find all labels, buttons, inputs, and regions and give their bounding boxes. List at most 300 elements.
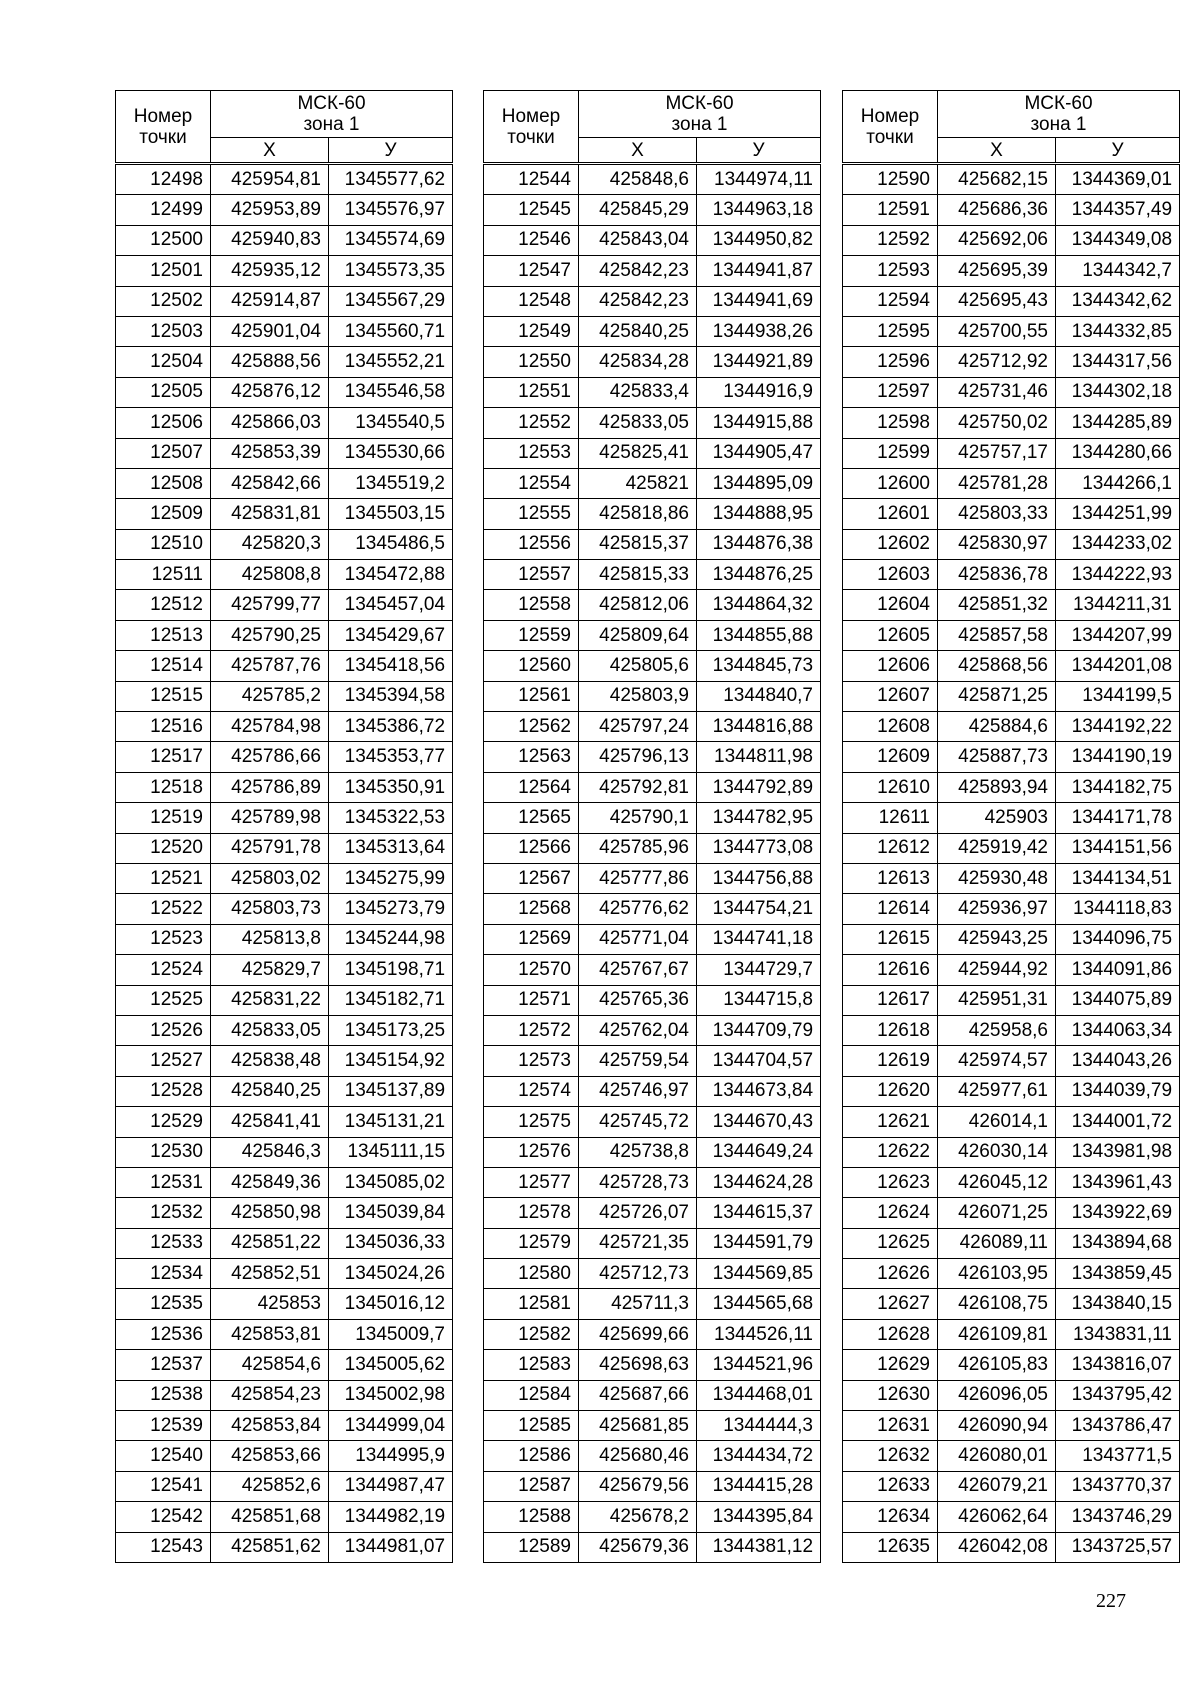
y-coordinate-cell: 1344302,18 [1056, 377, 1180, 407]
point-number-cell: 12630 [843, 1380, 938, 1410]
x-coordinate-cell: 426079,21 [938, 1471, 1056, 1501]
x-coordinate-cell: 425738,8 [579, 1137, 697, 1167]
table-row [843, 1289, 1180, 1319]
x-coordinate-cell: 425790,25 [211, 620, 329, 650]
x-coordinate-cell: 426089,11 [938, 1228, 1056, 1258]
y-coordinate-cell: 1344673,84 [697, 1076, 821, 1106]
point-number-cell: 12542 [116, 1502, 211, 1532]
point-number-cell: 12527 [116, 1046, 211, 1076]
point-number-cell: 12534 [116, 1259, 211, 1289]
x-coordinate-cell: 425831,81 [211, 499, 329, 529]
y-coordinate-cell: 1345137,89 [329, 1076, 453, 1106]
point-number-cell: 12581 [484, 1289, 579, 1319]
y-coordinate-cell: 1344941,87 [697, 256, 821, 286]
y-coordinate-cell: 1345577,62 [329, 164, 453, 195]
table-row [843, 1076, 1180, 1106]
table-row [116, 164, 453, 195]
point-number-cell: 12513 [116, 620, 211, 650]
table-row [484, 408, 821, 438]
y-coordinate-cell: 1343981,98 [1056, 1137, 1180, 1167]
y-coordinate-cell: 1344134,51 [1056, 863, 1180, 893]
point-number-cell: 12517 [116, 742, 211, 772]
header-system-line: зона 1 [303, 114, 360, 135]
y-coordinate-cell: 1344888,95 [697, 499, 821, 529]
point-number-cell: 12552 [484, 408, 579, 438]
point-number-cell: 12584 [484, 1380, 579, 1410]
y-coordinate-cell: 1344950,82 [697, 225, 821, 255]
x-coordinate-cell: 425944,92 [938, 955, 1056, 985]
point-number-cell: 12621 [843, 1107, 938, 1137]
point-number-cell: 12521 [116, 863, 211, 893]
table-row [484, 1289, 821, 1319]
y-coordinate-cell: 1344395,84 [697, 1502, 821, 1532]
x-coordinate-cell: 425848,6 [579, 164, 697, 195]
table-row [116, 894, 453, 924]
x-coordinate-cell: 425851,68 [211, 1502, 329, 1532]
x-coordinate-cell: 426090,94 [938, 1411, 1056, 1441]
table-row [484, 164, 821, 195]
point-number-cell: 12597 [843, 377, 938, 407]
table-row [843, 894, 1180, 924]
y-coordinate-cell: 1344999,04 [329, 1411, 453, 1441]
y-coordinate-cell: 1343795,42 [1056, 1380, 1180, 1410]
y-coordinate-cell: 1343840,15 [1056, 1289, 1180, 1319]
x-coordinate-cell: 425836,78 [938, 560, 1056, 590]
y-coordinate-cell: 1345198,71 [329, 955, 453, 985]
header-coordinate-system [938, 91, 1180, 138]
point-number-cell: 12547 [484, 256, 579, 286]
x-coordinate-cell: 425786,89 [211, 772, 329, 802]
x-coordinate-cell: 425712,92 [938, 347, 1056, 377]
y-coordinate-cell: 1344171,78 [1056, 803, 1180, 833]
table-row [484, 803, 821, 833]
y-coordinate-cell: 1345111,15 [329, 1137, 453, 1167]
table-row [843, 681, 1180, 711]
x-coordinate-cell: 425711,3 [579, 1289, 697, 1319]
x-coordinate-cell: 425846,3 [211, 1137, 329, 1167]
point-number-cell: 12593 [843, 256, 938, 286]
table-row [843, 1350, 1180, 1380]
point-number-cell: 12574 [484, 1076, 579, 1106]
header-x: X [938, 138, 1056, 164]
x-coordinate-cell: 425842,23 [579, 256, 697, 286]
table-row [843, 560, 1180, 590]
x-coordinate-cell: 425871,25 [938, 681, 1056, 711]
x-coordinate-cell: 425746,97 [579, 1076, 697, 1106]
table-row [843, 256, 1180, 286]
x-coordinate-cell: 425785,96 [579, 833, 697, 863]
table-row [116, 347, 453, 377]
x-coordinate-cell: 425887,73 [938, 742, 1056, 772]
y-coordinate-cell: 1343816,07 [1056, 1350, 1180, 1380]
table-row [484, 438, 821, 468]
table-row [843, 651, 1180, 681]
point-number-cell: 12567 [484, 863, 579, 893]
table-row [116, 833, 453, 863]
table-row [843, 955, 1180, 985]
table-row [843, 1198, 1180, 1228]
y-coordinate-cell: 1344199,5 [1056, 681, 1180, 711]
x-coordinate-cell: 425679,36 [579, 1532, 697, 1562]
point-number-cell: 12617 [843, 985, 938, 1015]
x-coordinate-cell: 425784,98 [211, 712, 329, 742]
x-coordinate-cell: 425903 [938, 803, 1056, 833]
point-number-cell: 12622 [843, 1137, 938, 1167]
x-coordinate-cell: 425845,29 [579, 195, 697, 225]
point-number-cell: 12562 [484, 712, 579, 742]
x-coordinate-cell: 425854,23 [211, 1380, 329, 1410]
coordinate-table-1 [115, 90, 453, 1563]
point-number-cell: 12549 [484, 316, 579, 346]
table-row [843, 529, 1180, 559]
y-coordinate-cell: 1345386,72 [329, 712, 453, 742]
y-coordinate-cell: 1345350,91 [329, 772, 453, 802]
point-number-cell: 12520 [116, 833, 211, 863]
y-coordinate-cell: 1343831,11 [1056, 1319, 1180, 1349]
x-coordinate-cell: 425728,73 [579, 1167, 697, 1197]
table-row [484, 195, 821, 225]
point-number-cell: 12633 [843, 1471, 938, 1501]
table-row [116, 1502, 453, 1532]
x-coordinate-cell: 425820,3 [211, 529, 329, 559]
table-row [484, 1107, 821, 1137]
x-coordinate-cell: 425745,72 [579, 1107, 697, 1137]
table-row [484, 316, 821, 346]
y-coordinate-cell: 1345024,26 [329, 1259, 453, 1289]
x-coordinate-cell: 425765,36 [579, 985, 697, 1015]
y-coordinate-cell: 1344285,89 [1056, 408, 1180, 438]
table-row [116, 256, 453, 286]
point-number-cell: 12576 [484, 1137, 579, 1167]
point-number-cell: 12558 [484, 590, 579, 620]
table-row [484, 1350, 821, 1380]
table-row [484, 560, 821, 590]
x-coordinate-cell: 425776,62 [579, 894, 697, 924]
table-row [484, 468, 821, 498]
x-coordinate-cell: 425803,73 [211, 894, 329, 924]
y-coordinate-cell: 1345313,64 [329, 833, 453, 863]
table-row [116, 316, 453, 346]
y-coordinate-cell: 1345472,88 [329, 560, 453, 590]
point-number-cell: 12579 [484, 1228, 579, 1258]
y-coordinate-cell: 1344182,75 [1056, 772, 1180, 802]
x-coordinate-cell: 425958,6 [938, 1015, 1056, 1045]
point-number-cell: 12516 [116, 712, 211, 742]
table-row [116, 1441, 453, 1471]
table-row [843, 742, 1180, 772]
x-coordinate-cell: 425851,62 [211, 1532, 329, 1562]
point-number-cell: 12592 [843, 225, 938, 255]
y-coordinate-cell: 1344192,22 [1056, 712, 1180, 742]
y-coordinate-cell: 1345002,98 [329, 1380, 453, 1410]
point-number-cell: 12612 [843, 833, 938, 863]
x-coordinate-cell: 425901,04 [211, 316, 329, 346]
point-number-cell: 12555 [484, 499, 579, 529]
table-row [484, 1502, 821, 1532]
table-row [484, 1167, 821, 1197]
x-coordinate-cell: 425808,8 [211, 560, 329, 590]
table-row [484, 1198, 821, 1228]
x-coordinate-cell: 425687,66 [579, 1380, 697, 1410]
y-coordinate-cell: 1344995,9 [329, 1441, 453, 1471]
x-coordinate-cell: 426109,81 [938, 1319, 1056, 1349]
y-coordinate-cell: 1345574,69 [329, 225, 453, 255]
table-row [843, 590, 1180, 620]
y-coordinate-cell: 1344207,99 [1056, 620, 1180, 650]
point-number-cell: 12566 [484, 833, 579, 863]
y-coordinate-cell: 1345154,92 [329, 1046, 453, 1076]
point-number-cell: 12608 [843, 712, 938, 742]
table-row [843, 225, 1180, 255]
header-point-line: Номер [501, 105, 561, 127]
x-coordinate-cell: 426045,12 [938, 1167, 1056, 1197]
x-coordinate-cell: 425681,85 [579, 1411, 697, 1441]
y-coordinate-cell: 1344091,86 [1056, 955, 1180, 985]
y-coordinate-cell: 1344921,89 [697, 347, 821, 377]
header-x: X [579, 138, 697, 164]
y-coordinate-cell: 1344982,19 [329, 1502, 453, 1532]
table-row [116, 985, 453, 1015]
point-number-cell: 12578 [484, 1198, 579, 1228]
y-coordinate-cell: 1344349,08 [1056, 225, 1180, 255]
point-number-cell: 12604 [843, 590, 938, 620]
x-coordinate-cell: 425953,89 [211, 195, 329, 225]
y-coordinate-cell: 1344938,26 [697, 316, 821, 346]
point-number-cell: 12615 [843, 924, 938, 954]
point-number-cell: 12525 [116, 985, 211, 1015]
table-row [116, 560, 453, 590]
point-number-cell: 12524 [116, 955, 211, 985]
y-coordinate-cell: 1345273,79 [329, 894, 453, 924]
y-coordinate-cell: 1344251,99 [1056, 499, 1180, 529]
header-y: У [329, 138, 453, 164]
y-coordinate-cell: 1344096,75 [1056, 924, 1180, 954]
x-coordinate-cell: 425812,06 [579, 590, 697, 620]
y-coordinate-cell: 1344963,18 [697, 195, 821, 225]
y-coordinate-cell: 1344895,09 [697, 468, 821, 498]
x-coordinate-cell: 425838,48 [211, 1046, 329, 1076]
y-coordinate-cell: 1344569,85 [697, 1259, 821, 1289]
point-number-cell: 12625 [843, 1228, 938, 1258]
y-coordinate-cell: 1344381,12 [697, 1532, 821, 1562]
point-number-cell: 12588 [484, 1502, 579, 1532]
x-coordinate-cell: 425799,77 [211, 590, 329, 620]
table-row [116, 1015, 453, 1045]
table-row [484, 833, 821, 863]
x-coordinate-cell: 425951,31 [938, 985, 1056, 1015]
x-coordinate-cell: 426108,75 [938, 1289, 1056, 1319]
point-number-cell: 12613 [843, 863, 938, 893]
x-coordinate-cell: 426014,1 [938, 1107, 1056, 1137]
point-number-cell: 12500 [116, 225, 211, 255]
x-coordinate-cell: 425853,84 [211, 1411, 329, 1441]
table-row [484, 1471, 821, 1501]
table-row [484, 955, 821, 985]
point-number-cell: 12535 [116, 1289, 211, 1319]
point-number-cell: 12536 [116, 1319, 211, 1349]
table-row [843, 1228, 1180, 1258]
header-point-line: точки [507, 126, 555, 148]
table-row [484, 712, 821, 742]
y-coordinate-cell: 1345530,66 [329, 438, 453, 468]
y-coordinate-cell: 1344704,57 [697, 1046, 821, 1076]
table-row [116, 1076, 453, 1106]
table-row [116, 1137, 453, 1167]
point-number-cell: 12610 [843, 772, 938, 802]
x-coordinate-cell: 425853,81 [211, 1319, 329, 1349]
point-number-cell: 12557 [484, 560, 579, 590]
y-coordinate-cell: 1345546,58 [329, 377, 453, 407]
table-row [116, 590, 453, 620]
table-row [484, 651, 821, 681]
point-number-cell: 12540 [116, 1441, 211, 1471]
x-coordinate-cell: 425842,66 [211, 468, 329, 498]
x-coordinate-cell: 425757,17 [938, 438, 1056, 468]
y-coordinate-cell: 1344845,73 [697, 651, 821, 681]
point-number-cell: 12586 [484, 1441, 579, 1471]
x-coordinate-cell: 425954,81 [211, 164, 329, 195]
table-row [843, 863, 1180, 893]
table-row [484, 681, 821, 711]
point-number-cell: 12503 [116, 316, 211, 346]
table-row [116, 1411, 453, 1441]
y-coordinate-cell: 1343894,68 [1056, 1228, 1180, 1258]
table-row [843, 924, 1180, 954]
x-coordinate-cell: 425833,4 [579, 377, 697, 407]
table-row [484, 1015, 821, 1045]
y-coordinate-cell: 1344782,95 [697, 803, 821, 833]
point-number-cell: 12532 [116, 1198, 211, 1228]
table-row [116, 377, 453, 407]
x-coordinate-cell: 425825,41 [579, 438, 697, 468]
table-row [484, 772, 821, 802]
y-coordinate-cell: 1345503,15 [329, 499, 453, 529]
y-coordinate-cell: 1345573,35 [329, 256, 453, 286]
x-coordinate-cell: 425829,7 [211, 955, 329, 985]
y-coordinate-cell: 1345182,71 [329, 985, 453, 1015]
x-coordinate-cell: 425712,73 [579, 1259, 697, 1289]
table-row [484, 286, 821, 316]
table-row [116, 1259, 453, 1289]
point-number-cell: 12509 [116, 499, 211, 529]
y-coordinate-cell: 1344649,24 [697, 1137, 821, 1167]
table-row [484, 1228, 821, 1258]
table-row [484, 1441, 821, 1471]
x-coordinate-cell: 425833,05 [579, 408, 697, 438]
x-coordinate-cell: 425695,43 [938, 286, 1056, 316]
table-row [843, 985, 1180, 1015]
y-coordinate-cell: 1345131,21 [329, 1107, 453, 1137]
point-number-cell: 12519 [116, 803, 211, 833]
y-coordinate-cell: 1344715,8 [697, 985, 821, 1015]
point-number-cell: 12607 [843, 681, 938, 711]
table-row [116, 863, 453, 893]
point-number-cell: 12512 [116, 590, 211, 620]
y-coordinate-cell: 1344974,11 [697, 164, 821, 195]
x-coordinate-cell: 425698,63 [579, 1350, 697, 1380]
point-number-cell: 12571 [484, 985, 579, 1015]
y-coordinate-cell: 1343770,37 [1056, 1471, 1180, 1501]
point-number-cell: 12529 [116, 1107, 211, 1137]
point-number-cell: 12605 [843, 620, 938, 650]
x-coordinate-cell: 425678,2 [579, 1502, 697, 1532]
table-row [484, 590, 821, 620]
point-number-cell: 12596 [843, 347, 938, 377]
table-row [484, 377, 821, 407]
x-coordinate-cell: 426042,08 [938, 1532, 1056, 1562]
x-coordinate-cell: 425840,25 [211, 1076, 329, 1106]
header-system-line: зона 1 [671, 114, 728, 135]
x-coordinate-cell: 425888,56 [211, 347, 329, 377]
point-number-cell: 12554 [484, 468, 579, 498]
header-point-number [843, 91, 938, 164]
point-number-cell: 12626 [843, 1259, 938, 1289]
header-system-line: МСК-60 [297, 93, 366, 114]
y-coordinate-cell: 1344233,02 [1056, 529, 1180, 559]
table-row [484, 863, 821, 893]
y-coordinate-cell: 1345394,58 [329, 681, 453, 711]
y-coordinate-cell: 1344222,93 [1056, 560, 1180, 590]
table-row [116, 1380, 453, 1410]
x-coordinate-cell: 425854,6 [211, 1350, 329, 1380]
point-number-cell: 12587 [484, 1471, 579, 1501]
x-coordinate-cell: 425759,54 [579, 1046, 697, 1076]
point-number-cell: 12603 [843, 560, 938, 590]
x-coordinate-cell: 426030,14 [938, 1137, 1056, 1167]
x-coordinate-cell: 425851,32 [938, 590, 1056, 620]
x-coordinate-cell: 425767,67 [579, 955, 697, 985]
table-row [116, 1319, 453, 1349]
header-point-line: Номер [860, 105, 920, 127]
y-coordinate-cell: 1344521,96 [697, 1350, 821, 1380]
point-number-cell: 12508 [116, 468, 211, 498]
point-number-cell: 12595 [843, 316, 938, 346]
table-row [843, 712, 1180, 742]
y-coordinate-cell: 1345173,25 [329, 1015, 453, 1045]
table-row [484, 742, 821, 772]
point-number-cell: 12573 [484, 1046, 579, 1076]
table-row [484, 499, 821, 529]
y-coordinate-cell: 1344075,89 [1056, 985, 1180, 1015]
x-coordinate-cell: 425935,12 [211, 256, 329, 286]
x-coordinate-cell: 425803,9 [579, 681, 697, 711]
point-number-cell: 12624 [843, 1198, 938, 1228]
table-row [843, 1532, 1180, 1562]
y-coordinate-cell: 1344342,7 [1056, 256, 1180, 286]
table-row [116, 225, 453, 255]
y-coordinate-cell: 1344756,88 [697, 863, 821, 893]
point-number-cell: 12565 [484, 803, 579, 833]
y-coordinate-cell: 1343771,5 [1056, 1441, 1180, 1471]
x-coordinate-cell: 425721,35 [579, 1228, 697, 1258]
x-coordinate-cell: 425851,22 [211, 1228, 329, 1258]
table-row [484, 1137, 821, 1167]
y-coordinate-cell: 1344773,08 [697, 833, 821, 863]
x-coordinate-cell: 425852,51 [211, 1259, 329, 1289]
table-row [843, 1319, 1180, 1349]
table-row [484, 985, 821, 1015]
x-coordinate-cell: 425700,55 [938, 316, 1056, 346]
point-number-cell: 12511 [116, 560, 211, 590]
point-number-cell: 12635 [843, 1532, 938, 1562]
x-coordinate-cell: 425726,07 [579, 1198, 697, 1228]
point-number-cell: 12510 [116, 529, 211, 559]
x-coordinate-cell: 425852,6 [211, 1471, 329, 1501]
table-row [843, 803, 1180, 833]
header-coordinate-system [211, 91, 453, 138]
y-coordinate-cell: 1344864,32 [697, 590, 821, 620]
table-row [843, 316, 1180, 346]
